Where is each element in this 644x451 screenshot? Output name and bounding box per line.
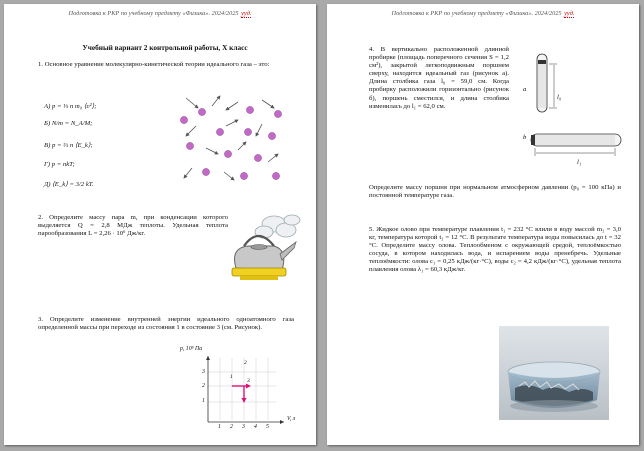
- page-header: Подготовка к РКР по учебному предмету «Физика». 2024/2025 ууд.: [391, 10, 575, 17]
- graph-state-label: 1: [230, 374, 233, 380]
- question-3: 3. Определите изменение внутренней энергии идеального одноатомного газа определенной массы при переходе из состояния 1 в состояние 3 (см. Рисунок).: [38, 316, 294, 332]
- graph-y-axis-label: p, 10⁵ Па: [180, 346, 203, 352]
- question-1: 1. Основное уравнение молекулярно-кинетической теории идеального газа – это:: [38, 61, 270, 68]
- page-right: [327, 4, 639, 445]
- graph-y-tick: 2: [202, 383, 205, 389]
- graph-x-tick: 3: [242, 424, 245, 430]
- kettle-illustration: [222, 212, 304, 284]
- gas-molecules-illustration: [176, 92, 288, 186]
- graph-x-tick: 1: [218, 424, 221, 430]
- tin-in-water-photo: [499, 326, 609, 420]
- graph-y-tick: 3: [202, 369, 205, 375]
- fig-label-l1: l₁: [577, 159, 582, 166]
- question-4: 4. В вертикально расположенной длинной пробирке (площадь поперечного сечения S = 1,2 см²), закрытой легкоподвижным поршнем сверху, находится идеальный газ (рисунок а). Длина столбика газа l₀ = 59,0 см. Когда пробирку расположили горизонтально (рисунок б), поршень сместился, и длина столбика изменилась до l₁ = 62,0 см.: [369, 46, 509, 110]
- q1-option-a: А) p = ⅓ n m₀ ⟨ʋ²⟩;: [44, 103, 97, 110]
- graph-state-label: 2: [244, 360, 247, 366]
- page-header: Подготовка к РКР по учебному предмету «Физика». 2024/2025 ууд.: [68, 10, 252, 17]
- question-5: 5. Жидкое олово при температуре плавления t₁ = 232 °С влили в воду массой m₂ = 3,0 кг, температура которой t₂ = 12 °С. В результате температура воды повысилась до t = 32 °С. Определите массу олова. Теплообменом с окружающей средой, теплоёмкостью сосуда, в котором находилась вода, и испарением воды пренебречь. Удельные теплоёмкости: олова c₁ = 0,25 кДж/(кг·°С), воды c₂ = 4,2 кДж/(кг·°С), удельная теплота плавления олова λ₁ = 60,3 кДж/кг.: [369, 226, 621, 274]
- graph-x-tick: 2: [230, 424, 233, 430]
- graph-state-label: 3: [247, 378, 250, 384]
- q1-option-b: Б) N/m = N_A/M;: [44, 120, 93, 127]
- fig-label-b: b: [523, 134, 527, 141]
- fig-label-a: a: [523, 86, 527, 93]
- page-left: [4, 4, 316, 445]
- test-tube-figure: [517, 52, 629, 170]
- q1-option-c: В) p = ⅔ n ⟨E_k⟩;: [44, 142, 93, 149]
- question-2: 2. Определите массу пара m, при конденсации которого выделяется Q = 2,8 МДж теплоты. Удельная теплота парообразования L = 2,26 · 10⁶ Дж/кг.: [38, 214, 228, 238]
- worksheet-title: Учебный вариант 2 контрольной работы, X класс: [82, 43, 248, 52]
- fig-label-l0: l₀: [557, 94, 562, 101]
- graph-y-tick: 1: [202, 398, 205, 404]
- q1-option-d: Г) p = nkT;: [44, 161, 75, 168]
- q1-option-e: Д) ⟨E_k⟩ = 3/2 kT.: [44, 181, 94, 188]
- graph-x-axis-label: V, л: [287, 416, 296, 422]
- question-4-part-2: Определите массу поршня при нормальном атмосферном давлении (p₀ = 100 кПа) и постоянной температуре газа.: [369, 184, 621, 200]
- graph-x-tick: 5: [266, 424, 269, 430]
- graph-x-tick: 4: [254, 424, 257, 430]
